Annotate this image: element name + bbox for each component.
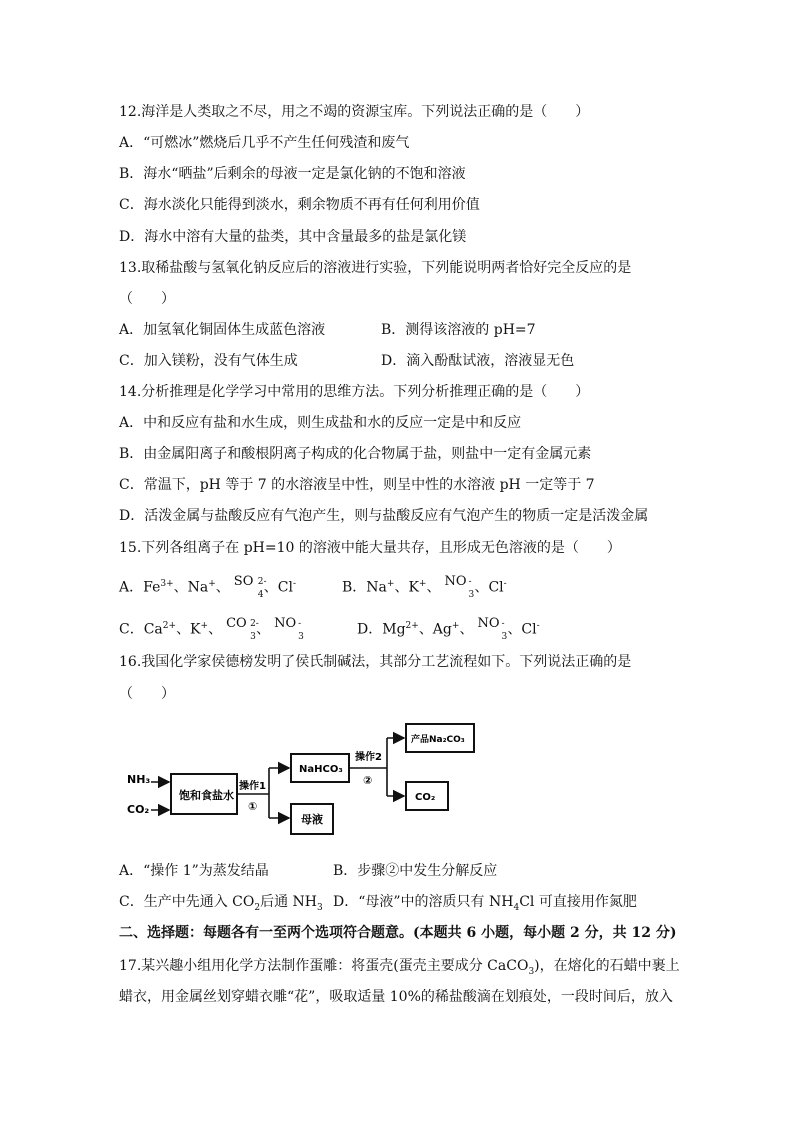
q14-option-c: C．常温下，pH 等于 7 的水溶液呈中性，则呈中性的水溶液 pH 一定等于 7	[119, 477, 595, 493]
nh3-input-label: NH₃	[127, 773, 151, 786]
q15-a-label: A．	[119, 579, 144, 596]
q15-a-cl: 、Cl	[263, 579, 293, 596]
q14-option-d: D．活泼金属与盐酸反应有气泡产生，则与盐酸反应有气泡产生的物质一定是活泼金属	[119, 508, 649, 524]
q14-stem: 14.分析推理是化学学习中常用的思维方法。下列分析推理正确的是（ ）	[119, 384, 590, 400]
q15-option-d: D．$Mg^{2+}$、Ag+、 NO - 3 、Cl-	[357, 615, 540, 642]
hou-process-flow-diagram	[119, 714, 483, 842]
q15-a-fe-charge: 3+	[160, 579, 174, 589]
q16-option-a: A．“操作 1”为蒸发结晶	[119, 863, 269, 879]
op2-label: 操作2	[355, 752, 382, 763]
mother-liquor-label: 母液	[301, 813, 323, 826]
q12-stem: 12.海洋是人类取之不尽，用之不竭的资源宝库。下列说法正确的是（ ）	[119, 104, 590, 120]
q15-a-fe: Fe	[143, 579, 161, 596]
q13-option-c: C．加入镁粉，没有气体生成	[119, 353, 298, 369]
q13-stem: 13.取稀盐酸与氢氧化钠反应后的溶液进行实验，下列能说明两者恰好完全反应的是	[119, 260, 632, 276]
section2-title: 二、选择题：每题各有一至两个选项符合题意。(本题共 6 小题，每小题 2 分，共 12 分)	[119, 925, 677, 941]
q17-line2: 蜡衣，用金属丝划穿蜡衣雕“花”，吸取适量 10%的稀盐酸滴在划痕处，一段时间后，放入	[119, 989, 673, 1005]
q15-option-c: C．$Ca^{2+}$、K+、 CO 2- 3 、 NO - 3	[119, 615, 304, 642]
step2-label: ②	[363, 774, 373, 787]
q15-c-carbonate-ion: CO 2- 3	[226, 615, 259, 642]
op1-label: 操作1	[239, 781, 266, 792]
q15-d-nitrate-ion: NO - 3	[477, 615, 508, 642]
co2-output-label: CO₂	[415, 792, 436, 803]
q12-option-d: D．海水中溶有大量的盐类，其中含量最多的盐是氯化镁	[119, 229, 467, 245]
q15-option-b: B．Na+、K+、 NO - 3 、Cl-	[342, 573, 507, 600]
q15-a-sep: 、	[215, 579, 230, 596]
q12-option-c: C．海水淡化只能得到淡水，剩余物质不再有任何利用价值	[119, 197, 480, 213]
q13-option-a: A．加氢氧化铜固体生成蓝色溶液	[119, 322, 326, 338]
q15-a-cl-charge: -	[293, 579, 297, 589]
co2-input-label: CO₂	[127, 803, 150, 816]
q15-a-sulfate-ion: SO 2- 4	[233, 573, 267, 600]
nahco3-label: NaHCO₃	[299, 764, 343, 775]
q15-a-na: 、Na	[173, 579, 209, 596]
q12-option-a: A．“可燃冰”燃烧后几乎不产生任何残渣和废气	[119, 135, 410, 151]
q16-option-d: D．“母液”中的溶质只有 $NH_4Cl$ 可直接用作氮肥	[333, 894, 637, 913]
product-na2co3-label: 产品Na₂CO₃	[411, 735, 465, 745]
q14-option-a: A．中和反应有盐和水生成，则生成盐和水的反应一定是中和反应	[119, 415, 522, 431]
q15-stem: 15.下列各组离子在 pH=10 的溶液中能大量共存，且形成无色溶液的是（ ）	[119, 540, 621, 556]
q15-option-a	[119, 574, 296, 601]
q13-option-d: D．滴入酚酞试液，溶液显无色	[381, 353, 575, 369]
q17-line1: 17.某兴趣小组用化学方法制作蛋雕：将蛋壳(蛋壳主要成分 CaCO$_3$)，在熔化的石蜡中裹上	[119, 958, 680, 977]
q15-a-na-charge: +	[208, 579, 216, 589]
q16-option-b: B．步骤②中发生分解反应	[333, 863, 498, 879]
q16-answer-paren: （ ）	[119, 686, 175, 702]
step1-label: ①	[248, 800, 258, 813]
q13-answer-paren: （ ）	[119, 291, 175, 307]
q16-stem: 16.我国化学家侯德榜发明了侯氏制碱法，其部分工艺流程如下。下列说法正确的是	[119, 654, 632, 670]
q13-option-b: B．测得该溶液的 pH=7	[381, 322, 536, 338]
q16-option-c: C．生产中先通入 $CO_2$后通 $NH_3$	[119, 894, 323, 913]
q15-c-nitrate-ion: NO - 3	[274, 615, 304, 642]
q15-b-nitrate-ion: NO - 3	[444, 573, 475, 600]
saturated-brine-label: 饱和食盐水	[179, 789, 234, 802]
q12-option-b: B．海水“晒盐”后剩余的母液一定是氯化钠的不饱和溶液	[119, 166, 466, 182]
q14-option-b: B．由金属阳离子和酸根阴离子构成的化合物属于盐，则盐中一定有金属元素	[119, 446, 592, 462]
